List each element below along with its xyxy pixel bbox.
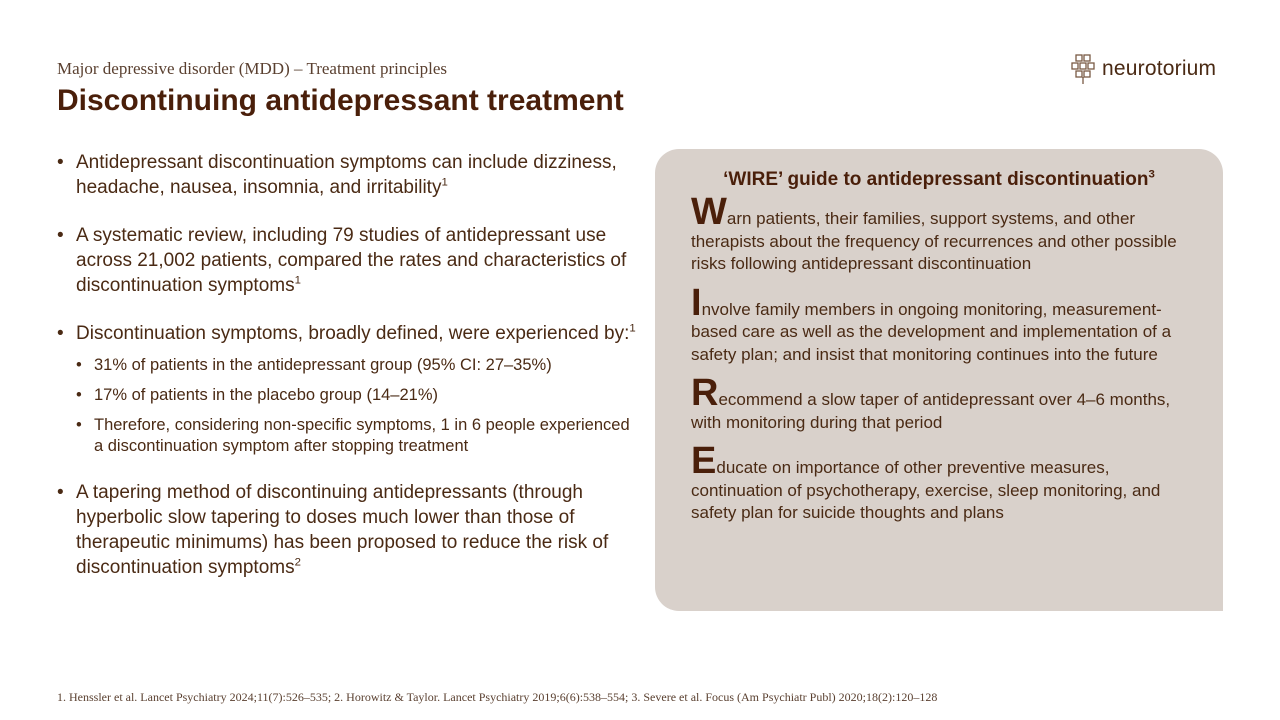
sub-bullet-list xyxy=(76,355,637,457)
references: 1. Henssler et al. Lancet Psychiatry 2024;11(7):526–535; 2. Horowitz & Taylor. Lancet Psychiatry 2019;6(6):538–554; 3. Severe et al. Focus (Am Psychiatr Publ) 2020;18(2):120–128 xyxy=(57,690,938,704)
list-item: • Discontinuation symptoms, broadly defined, were experienced by:$^1$ • 31% of patients in the antidepressant group (95% CI: 27–35%) • 17% of patients in the placebo group (14–21%) • Therefore, considering non-specific symptoms, 1 in 6 people experienced a discontinuation symptom after stopping treatment xyxy=(57,322,636,455)
slide-subtitle: Major depressive disorder (MDD) – Treatment principles xyxy=(57,59,447,78)
sub-list-item: • 17% of patients in the placebo group (14–21%) xyxy=(76,386,438,404)
panel-title: ‘WIRE’ guide to antidepressant discontinuation$^3$ xyxy=(723,168,1155,190)
sub-list-item: • Therefore, considering non-specific symptoms, 1 in 6 people experienced a discontinuation symptom after stopping treatment xyxy=(76,416,630,455)
wire-guide-panel xyxy=(655,149,1223,611)
brain-grid-icon xyxy=(1070,53,1096,85)
list-item: • A systematic review, including 79 studies of antidepressant use across 21,002 patients, compared the rates and characteristics of discontinuation symptoms$^1$ xyxy=(57,225,627,296)
page-title: Discontinuing antidepressant treatment xyxy=(57,84,624,117)
neurotorium-logo xyxy=(1070,53,1216,85)
wire-item-educate: Educate on importance of other preventive measures, continuation of psychotherapy, exercise, sleep monitoring, and safety plan for suicide thoughts and plans xyxy=(691,440,1161,522)
bullet-list xyxy=(57,150,637,603)
logo-text: neurotorium xyxy=(1102,57,1217,80)
wire-item-involve: Involve family members in ongoing monitoring, measurement-based care as well as the development and implementation of a safety plan; and insist that monitoring continues into the future xyxy=(691,281,1172,364)
wire-item-warn: Warn patients, their families, support systems, and other therapists about the frequency of recurrences and other possible risks following antidepressant discontinuation xyxy=(691,191,1177,273)
sub-list-item: • 31% of patients in the antidepressant group (95% CI: 27–35%) xyxy=(76,356,552,374)
list-item: • Antidepressant discontinuation symptoms can include dizziness, headache, nausea, insomnia, and irritability$^1$ xyxy=(57,152,617,198)
list-item: • A tapering method of discontinuing antidepressants (through hyperbolic slow tapering to doses much lower than those of therapeutic minimums) has been proposed to reduce the risk of discontinuation symptoms$^2$ xyxy=(57,482,609,578)
wire-item-recommend: Recommend a slow taper of antidepressant over 4–6 months, with monitoring during that period xyxy=(691,372,1171,432)
